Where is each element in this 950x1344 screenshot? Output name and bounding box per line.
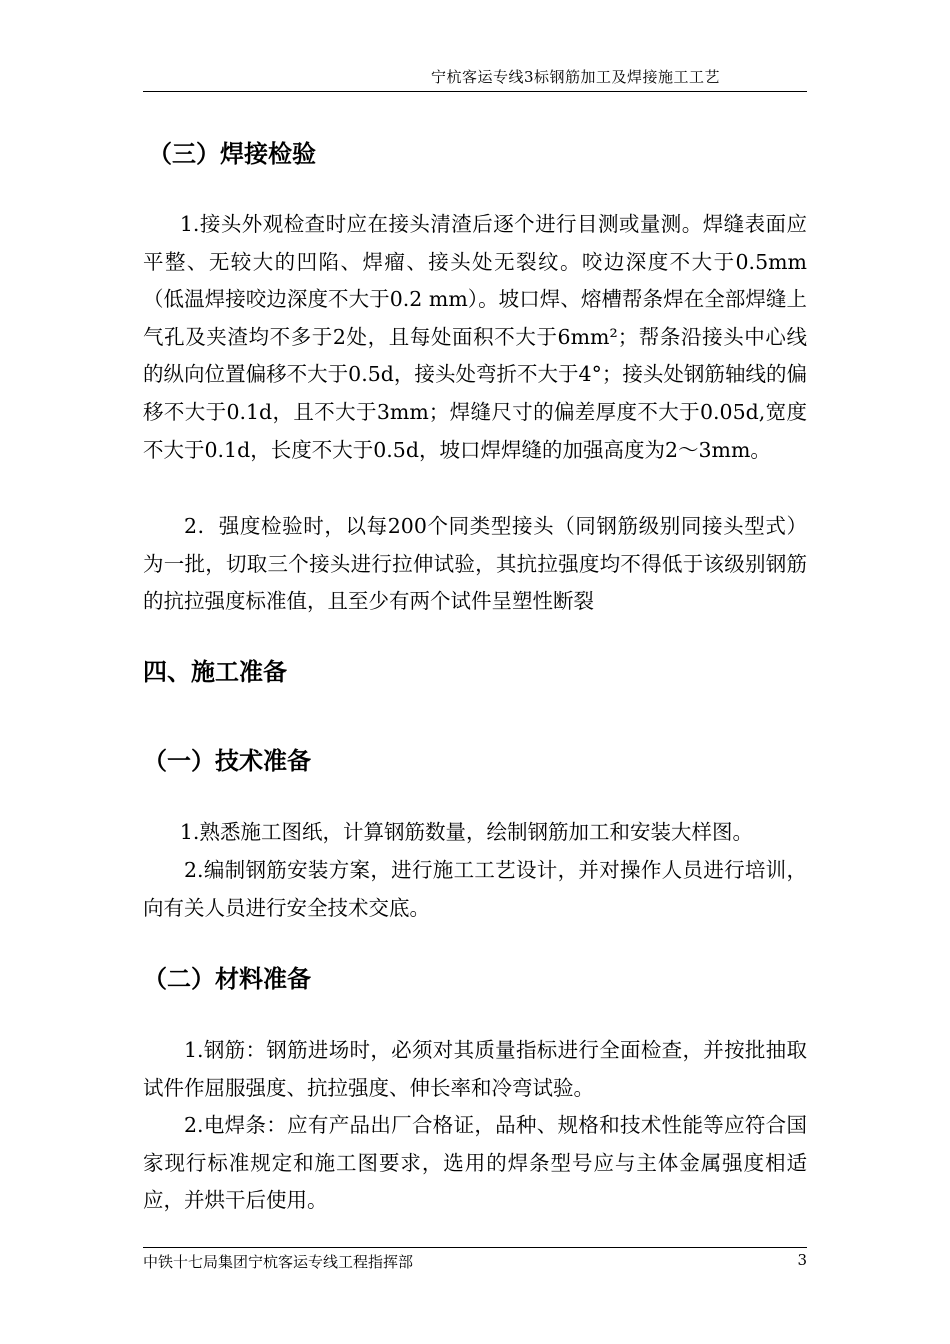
paragraph-installation-plan: 2.编制钢筋安装方案，进行施工工艺设计，并对操作人员进行培训，向有关人员进行安全技术交底。 [143,858,807,920]
section-heading-material-prep: （二）材料准备 [143,965,311,993]
paragraph-appearance-inspection: 1.接头外观检查时应在接头清渣后逐个进行目测或量测。焊缝表面应平整、无较大的凹陷、焊瘤、接头处无裂纹。咬边深度不大于0.5mm（低温焊接咬边深度不大于0.2 mm）。坡口焊、熔槽帮条焊在全部焊缝上气孔及夹渣均不多于2处，且每处面积不大于6mm²；帮条沿接头中心线的纵向位置偏移不大于0.5d，接头处弯折不大于4°；接头处钢筋轴线的偏移不大于0.1d，且不大于3mm；焊缝尺寸的偏差厚度不大于0.05d,宽度不大于0.1d，长度不大于0.5d，坡口焊焊缝的加强高度为2～3mm。 [143,212,807,462]
page-header-title: 宁杭客运专线3标钢筋加工及焊接施工工艺 [430,68,720,86]
section-heading-technical-prep: （一）技术准备 [143,747,311,775]
footer-organization: 中铁十七局集团宁杭客运专线工程指挥部 [143,1253,414,1271]
paragraph-drawings: 1.熟悉施工图纸，计算钢筋数量，绘制钢筋加工和安装大样图。 [179,820,753,844]
paragraph-electrodes: 2.电焊条：应有产品出厂合格证，品种、规格和技术性能等应符合国家现行标准规定和施工图要求，选用的焊条型号应与主体金属强度相适应，并烘干后使用。 [143,1113,807,1213]
page-number: 3 [797,1251,807,1269]
header-divider [143,91,807,92]
section-heading-weld-inspection: （三）焊接检验 [148,140,316,168]
paragraph-rebar: 1.钢筋：钢筋进场时，必须对其质量指标进行全面检查，并按批抽取试件作屈服强度、抗拉强度、伸长率和冷弯试验。 [143,1038,807,1100]
paragraph-strength-test: 2．强度检验时，以每200个同类型接头（同钢筋级别同接头型式）为一批，切取三个接头进行拉伸试验，其抗拉强度均不得低于该级别钢筋的抗拉强度标准值，且至少有两个试件呈塑性断裂 [143,514,807,614]
section-heading-construction-prep: 四、施工准备 [143,658,287,686]
footer-divider [143,1247,807,1248]
